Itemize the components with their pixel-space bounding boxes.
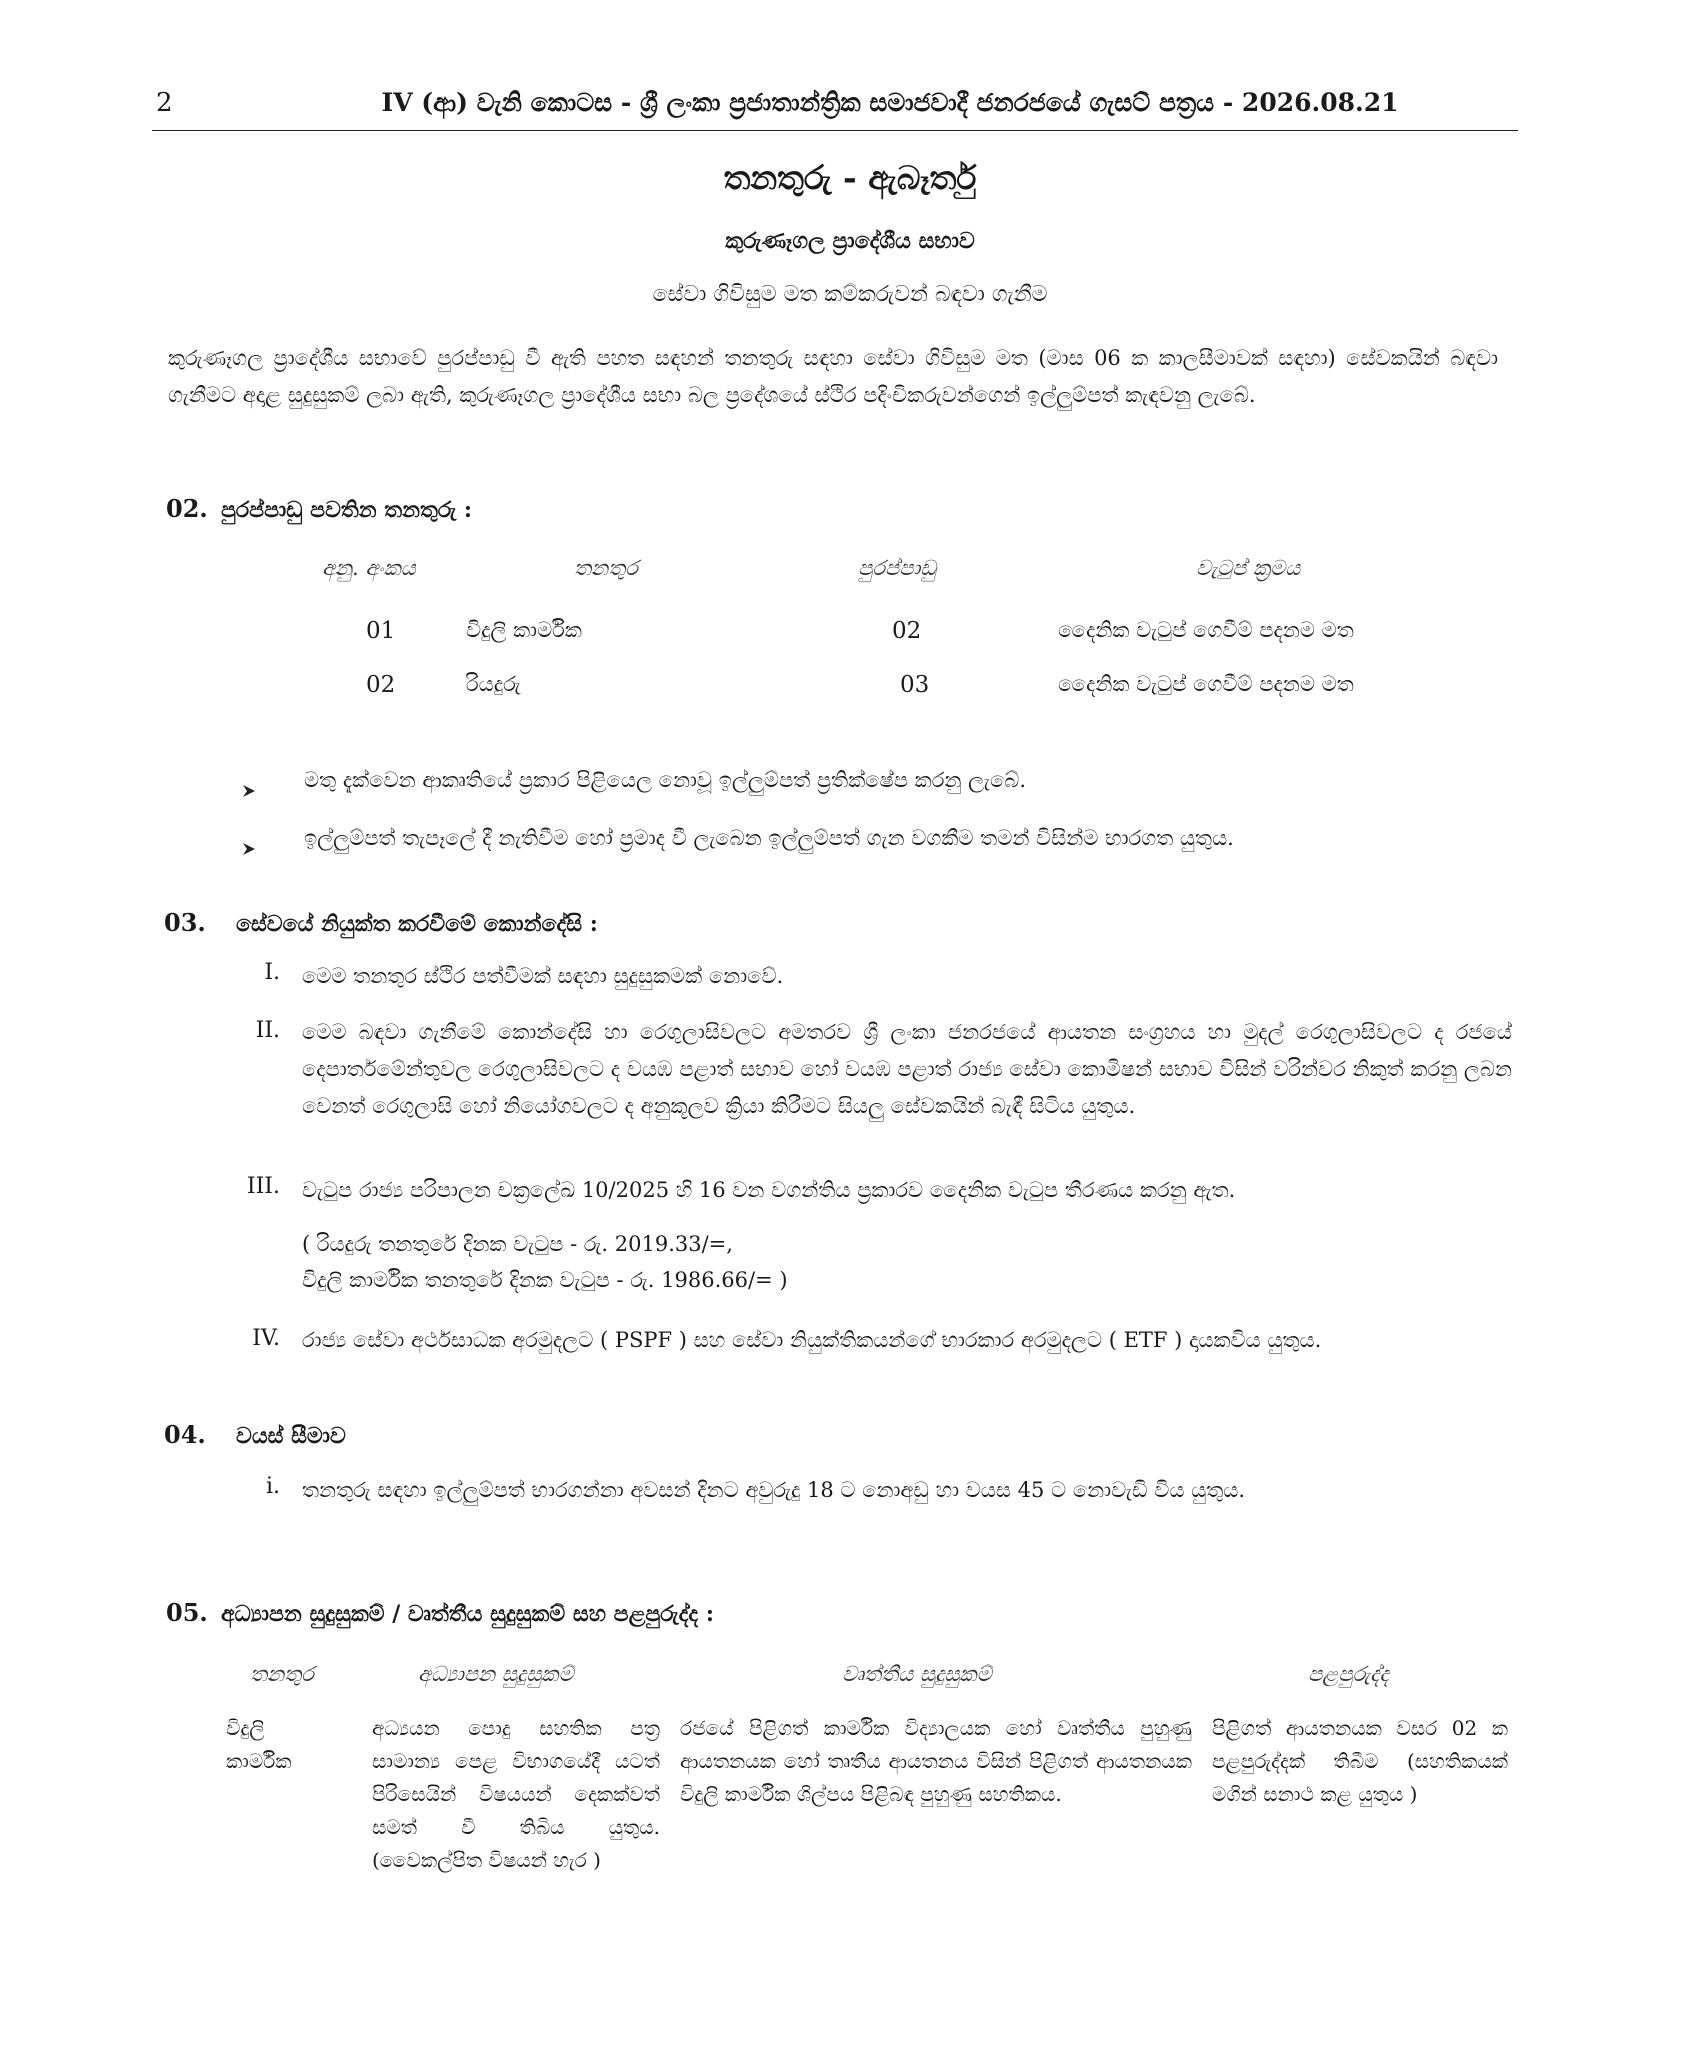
- row-number: 02: [366, 672, 396, 698]
- row-vacancies: 03: [900, 672, 930, 698]
- vacancy-col-vacancies: පුරප්පාඩු: [858, 556, 936, 580]
- qual-col-education: අධ්‍යාපන සුදුසුකම්: [418, 1662, 574, 1686]
- item-text: තනතුරු සඳහා ඉල්ලුම්පත් භාරගන්නා අවසන් දිනට අවුරුදු 18 ට නොඅඩු හා වයස 45 ට නොවැඩි විය යුතුය.: [302, 1478, 1246, 1502]
- vacancy-col-pay: වැටුප් ක්‍රමය: [1196, 556, 1301, 580]
- section-02-heading: [166, 494, 472, 523]
- item-numeral: IV.: [252, 1326, 280, 1351]
- section-number: 04.: [164, 1420, 206, 1449]
- wage-note-driver: ( රියදුරු තනතුරේ දිනක වැටුප - රු. 2019.33/=,: [302, 1232, 733, 1256]
- section-title: සේවයේ නියුක්ත කරවීමේ කොන්දේසි :: [236, 911, 598, 937]
- section-number: 02.: [166, 494, 208, 523]
- qual-post: විදුලි කාර්මික: [226, 1716, 292, 1773]
- intro-paragraph: කුරුණෑගල ප්‍රාදේශීය සභාවේ පුරප්පාඩු වී ඇති පහත සඳහන් තනතුරු සඳහා සේවා ගිවිසුම මත (මාස 06 ක කාලසීමාවක් සඳහා) සේවකයින් බඳවා ගැනීමට අදාළ සුදුසුකම් ලබා ඇති, කුරුණෑගල ප්‍රාදේශීය සභා බල ප්‍රදේශයේ ස්ථිර පදිංචිකරුවන්ගෙන් ඉල්ලුම්පත් කැඳවනු ලැබේ.: [168, 346, 1498, 407]
- notice-subtitle: සේවා ගිවිසුම මත කම්කරුවන් බඳවා ගැනීම: [652, 282, 1048, 307]
- section-number: 03.: [164, 908, 206, 937]
- gazette-header-title: IV (ආ) වැනි කොටස - ශ්‍රී ලංකා ප්‍රජාතාන්ත්‍රික සමාජවාදී ජනරජයේ ගැසට් පත්‍රය - 2026.08.21: [381, 88, 1399, 117]
- section-title: අධ්‍යාපන සුදුසුකම් / වෘත්තීය සුදුසුකම් සහ පළපුරුද්ද :: [221, 1601, 714, 1627]
- section-03-heading: [164, 908, 598, 937]
- row-post: රියදුරු: [466, 672, 521, 696]
- item-numeral: i.: [265, 1474, 280, 1499]
- item-numeral: I.: [264, 960, 280, 985]
- bullet-text: මතු දැක්වෙන ආකෘතියේ ප්‍රකාර පිළියෙල නොවූ ඉල්ලුම්පත් ප්‍රතික්ෂේප කරනු ලැබේ.: [304, 768, 1026, 792]
- section-title: වයස් සීමාව: [236, 1423, 346, 1449]
- arrow-bullet-icon: [242, 842, 256, 856]
- row-pay: දෛනික වැටුප් ගෙවීම් පදනම මත: [1058, 618, 1354, 642]
- qual-col-professional: වෘත්තීය සුදුසුකම්: [842, 1662, 992, 1686]
- item-numeral: II.: [255, 1018, 280, 1043]
- qual-professional: රජයේ පිළිගත් කාර්මික විද්‍යාලයක හෝ වෘත්තීය පුහුණු ආයතනයක හෝ තෘතීය ආයතනය විසින් පිළිගත් ආයතනයක විදුලි කාර්මික ශිල්පය පිළිබඳ පුහුණු සහතිකය.: [680, 1716, 1192, 1806]
- item-text: මෙම තනතුර ස්ථිර පත්වීමක් සඳහා සුදුසුකමක් නොවේ.: [302, 964, 784, 988]
- item-text: මෙම බඳවා ගැනීමේ කොන්දේසි හා රෙගුලාසිවලට අමතරව ශ්‍රී ලංකා ජනරජයේ ආයතන සංග්‍රහය හා මුදල් රෙගුලාසිවලට ද රජයේ දෙපාර්තමේන්තුවල රෙගුලාසිවලට ද වයඹ පළාත් සභාව හෝ වයඹ පළාත් රාජ්‍ය සේවා කොමිෂන් සභාව විසින් වරින්වර නිකුත් කරනු ලබන වෙනත් රෙගුලාසි හෝ නියෝගවලට ද අනුකූලව ක්‍රියා කිරීමට සියලු සේවකයින් බැඳී සිටිය යුතුය.: [302, 1020, 1512, 1118]
- header-rule: [152, 130, 1518, 131]
- item-numeral: III.: [246, 1174, 280, 1199]
- arrow-bullet-icon: [242, 784, 256, 798]
- page-title: තනතුරු - ඇබෑර්තු: [723, 158, 977, 197]
- row-pay: දෛනික වැටුප් ගෙවීම් පදනම මත: [1058, 672, 1354, 696]
- bullet-text: ඉල්ලුම්පත් තැපෑලේ දී නැතිවීම හෝ ප්‍රමාද වී ලැබෙන ඉල්ලුම්පත් ගැන වගකීම තමන් විසින්ම භාරගත යුතුය.: [304, 826, 1234, 850]
- page-header: [152, 88, 1518, 130]
- section-05-heading: [166, 1598, 714, 1627]
- item-text: වැටුප රාජ්‍ය පරිපාලන චක්‍රලේඛ 10/2025 හි 16 වන වගන්තිය ප්‍රකාරව දෛනික වැටුප තීරණය කරනු ඇත.: [302, 1178, 1236, 1202]
- council-name: කුරුණෑගල ප්‍රාදේශීය සභාව: [725, 228, 975, 254]
- section-04-heading: [164, 1420, 346, 1449]
- vacancy-col-post: තනතුර: [574, 556, 638, 580]
- row-post: විදුලි කාර්මික: [466, 618, 582, 642]
- row-number: 01: [366, 618, 396, 644]
- section-number: 05.: [166, 1598, 208, 1627]
- vacancy-col-no: අනු. අංකය: [322, 556, 416, 580]
- qual-education: අධ්‍යයන පොදු සහතික පත්‍ර සාමාන්‍ය පෙළ විභාගයේදී යටත් පිරිසෙයින් විෂයයන් දෙකක්වත් සමත් වී තිබිය යුතුය. (වෛකල්පිත විෂයන් හැර ): [372, 1716, 660, 1872]
- qual-col-experience: පළපුරුද්ද: [1308, 1662, 1389, 1686]
- section-title: පුරප්පාඩු පවතින තනතුරු :: [221, 497, 473, 523]
- qual-col-post: තනතුර: [250, 1662, 314, 1686]
- item-text: රාජ්‍ය සේවා අර්ථසාධක අරමුදලට ( PSPF ) සහ සේවා නියුක්තිකයන්ගේ භාරකාර අරමුදලට ( ETF ) දායකවිය යුතුය.: [302, 1328, 1322, 1352]
- page-number: 2: [156, 88, 173, 118]
- qual-experience: පිළිගත් ආයතනයක වසර 02 ක පළපුරුද්දක් තිබීම (සහතිකයක් මගින් සනාථ කළ යුතුය ): [1212, 1716, 1508, 1806]
- wage-note-electrician: විදුලි කාර්මික තනතුරේ දිනක වැටුප - රු. 1986.66/= ): [302, 1268, 788, 1292]
- row-vacancies: 02: [892, 618, 922, 644]
